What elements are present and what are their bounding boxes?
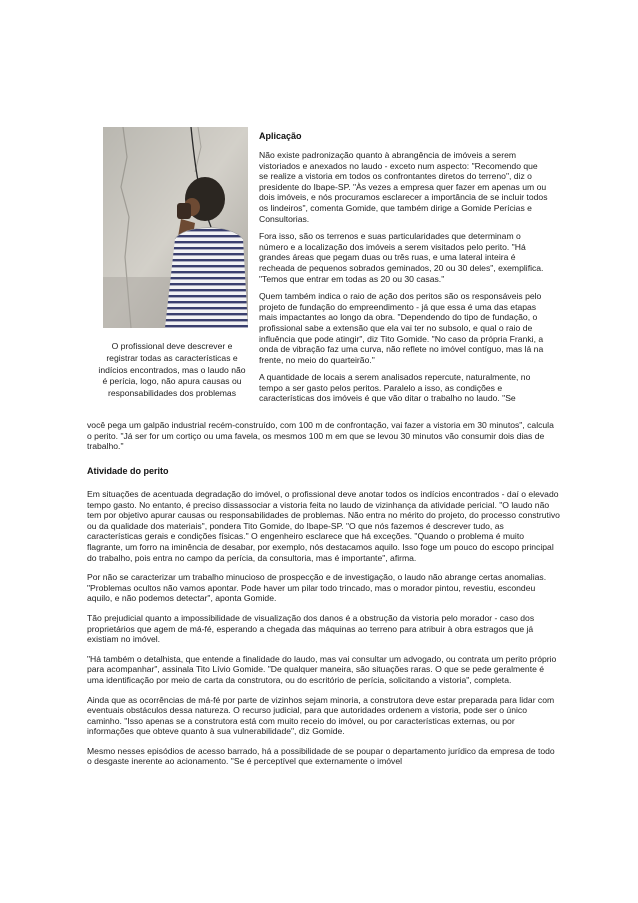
section-body — [87, 489, 561, 776]
photo-caption: O profissional deve descrever e registrar todas as características e indícios encontrados, mas o laudo não é perícia, logo, não apura causas ou responsabilidades dos problemas — [98, 341, 246, 399]
sidebar-paragraph: Quem também indica o raio de ação dos peritos são os responsáveis pelo projeto de fundação do empreendimento - já que essa é uma das etapas mais impactantes ao longo da obra. "Dependendo do tipo de fundação, o profissional sabe a extensão que ela vai ter no subsolo, e qual o raio de influência que pode atingir", diz Tito Gomide. "No caso da própria Franki, a onda de vibração faz uma curva, não reflete no imóvel contíguo, mas lá na frente, no meio do quarteirão." — [259, 291, 544, 365]
continuation-paragraph: você pega um galpão industrial recém-construído, com 100 m de confrontação, vai fazer a vistoria em 30 minutos", calcula o perito. "Já ser for um cortiço ou uma favela, os mesmos 100 m em que se levou 30 minutos vão consumir dois dias de trabalho." — [87, 420, 554, 452]
article-photo — [103, 127, 248, 328]
sidebar-paragraph: Não existe padronização quanto à abrangência de imóveis a serem vistoriados e anexados no laudo - exceto num aspecto: "Recomendo que se realize a vistoria em todos os confrontantes diretos do terreno", diz o presidente do Ibape-SP. "Às vezes a empresa quer fazer em apenas um ou dois imóveis, e nós procuramos esclarecer a importância de se incluir todos os lindeiros", comenta Gomide, que também dirige a Gomide Perícias e Consultorias. — [259, 150, 548, 224]
inspector-photo-illustration — [103, 127, 248, 328]
sidebar-heading: Aplicação — [259, 131, 302, 141]
body-paragraph: Tão prejudicial quanto a impossibilidade de visualização dos danos é a obstrução da vistoria pelo morador - caso dos proprietários que agem de má-fé, esperando a chegada das máquinas ao terreno para atribuir à obra estragos que já existiam no imóvel. — [87, 612, 535, 645]
body-paragraph: Em situações de acentuada degradação do imóvel, o profissional deve anotar todos os indícios encontrados - daí o elevado tempo gasto. No entanto, é preciso dissassociar a vistoria feita no laudo de vizinhança da atividade pericial. "O laudo não tem por objetivo apurar causas ou responsabilidades de problemas. Não entra no mérito do projeto, do processo construtivo ou da qualidade dos materiais", pondera Tito Gomide, do Ibape-SP. "O que nós fazemos é descrever tudo, as características gerais e condições físicas." O engenheiro esclarece que há exceções. "Quando o problema é muito flagrante, um forro na iminência de desabar, por exemplo, nós destacamos aquilo. Isso foge um pouco do escopo principal do trabalho, pois entra no campo da perícia, da consultoria, mas é importante", afirma. — [87, 489, 560, 563]
body-paragraph: "Há também o detalhista, que entende a finalidade do laudo, mas vai consultar um advogado, ou contrata um perito próprio para acompanhar", assinala Tito Lívio Gomide. "De qualquer maneira, são situações raras. O que se pede geralmente é uma identificação por meio de carta da construtora, ou do escritório de perícia, solicitando a vistoria", completa. — [87, 653, 557, 685]
sidebar-text — [259, 150, 549, 411]
body-paragraph: Por não se caracterizar um trabalho minucioso de prospecção e de investigação, o laudo não abrange certas anomalias. "Problemas ocultos não vamos apontar. Pode haver um pilar todo trincado, mas o morador pintou, revestiu, escondeu aquilo, e não podemos detectar", aponta Gomide. — [87, 572, 547, 604]
body-paragraph: Ainda que as ocorrências de má-fé por parte de vizinhos sejam minoria, a construtora deve estar preparada para lidar com eventuais obstáculos dessa natureza. O recurso judicial, para que autoridades ordenem a vistoria, pode ser o único caminho. "Isso apenas se a construtora está com muito receio do imóvel, ou por características externas, ou por informações que obteve quanto à sua vulnerabilidade", diz Gomide. — [87, 694, 555, 737]
body-paragraph: Mesmo nesses episódios de acesso barrado, há a possibilidade de se poupar o departamento jurídico da empresa de todo o desgaste inerente ao acionamento. "Se é perceptível que externamente o imóvel — [87, 745, 555, 767]
sidebar-paragraph: Fora isso, são os terrenos e suas particularidades que determinam o número e a localização dos imóveis a serem visitados pelo perito. "Há grandes áreas que pegam duas ou três ruas, e uma lateral inteira é recheada de pequenos sobrados geminados, 20 ou 30 deles", exemplifica. "Temos que entrar em todas as 20 ou 30 casas." — [259, 231, 544, 284]
sidebar-paragraph: A quantidade de locais a serem analisados repercute, naturalmente, no tempo a ser gasto pelos peritos. Paralelo a isso, as condições e características dos imóveis é que vão ditar o trabalho no laudo. "Se — [259, 372, 531, 404]
section-heading: Atividade do perito — [87, 466, 169, 476]
